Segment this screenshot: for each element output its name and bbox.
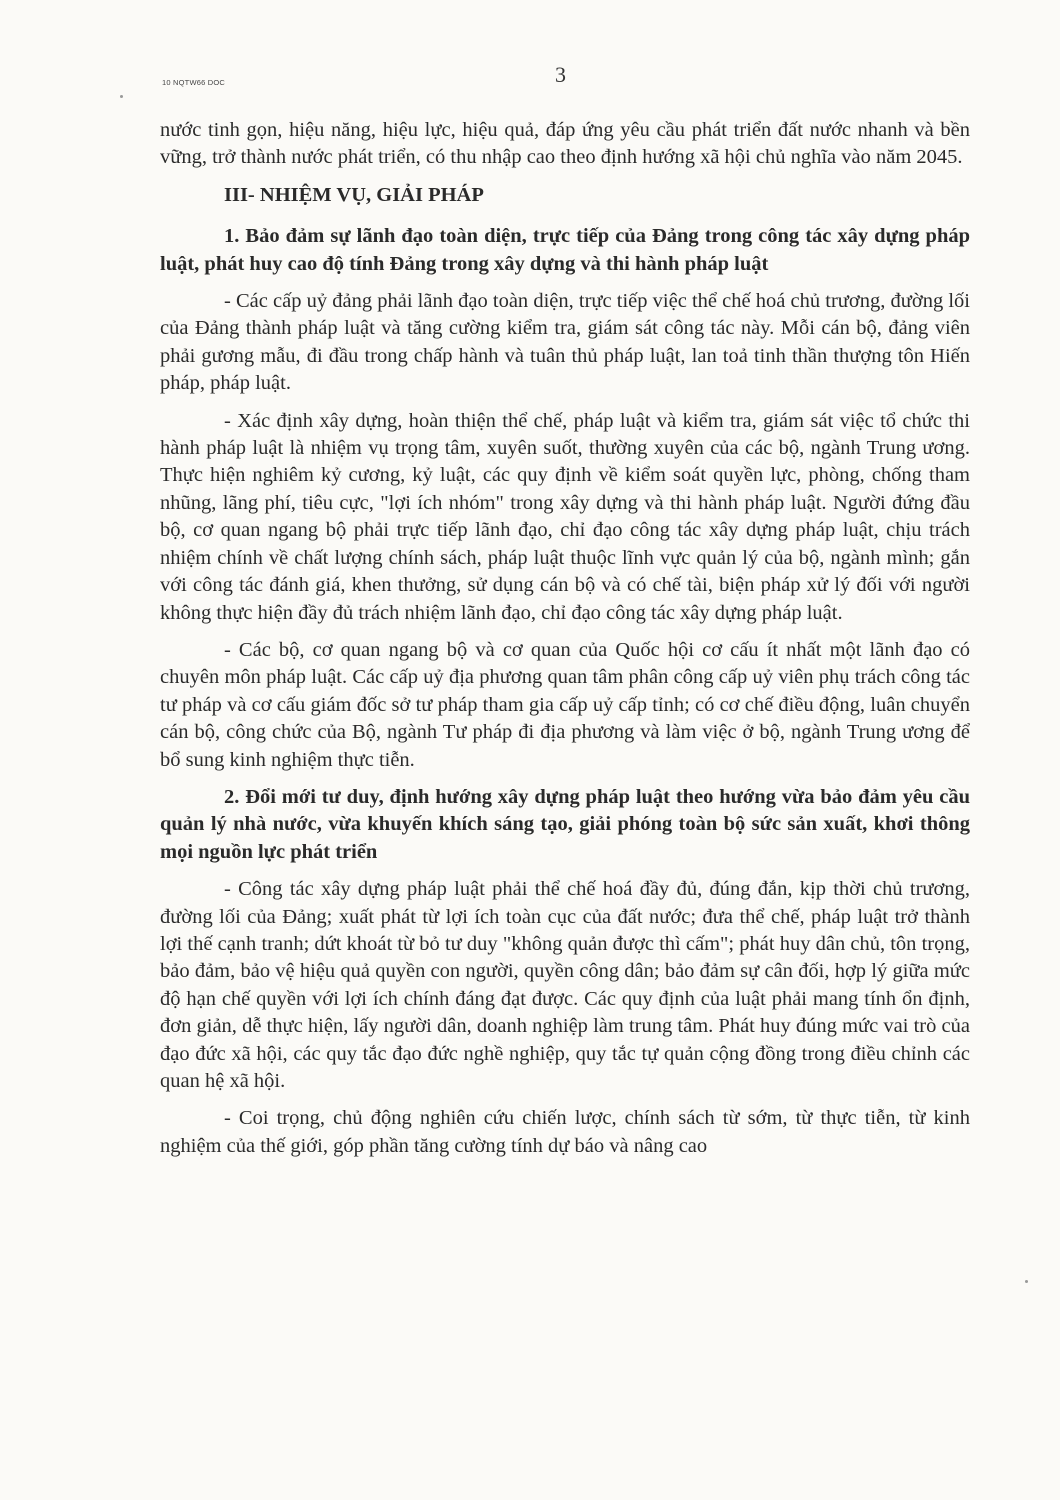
scan-speck xyxy=(120,95,123,98)
section-heading: III- NHIỆM VỤ, GIẢI PHÁP xyxy=(224,183,484,206)
paragraph-continuation: nước tinh gọn, hiệu năng, hiệu lực, hiệu quả, đáp ứng yêu cầu phát triển đất nước nhanh và bền vững, trở thành nước phát triển, có thu nhập cao theo định hướng xã hội chủ nghĩa vào năm 2045. xyxy=(160,119,970,169)
paragraph: - Coi trọng, chủ động nghiên cứu chiến lược, chính sách từ sớm, từ thực tiễn, từ kinh nghiệm của thế giới, góp phần tăng cường tính dự báo và nâng cao xyxy=(160,1107,970,1157)
subheading-2: 2. Đổi mới tư duy, định hướng xây dựng pháp luật theo hướng vừa bảo đảm yêu cầu quản lý nhà nước, vừa khuyến khích sáng tạo, giải phóng toàn bộ sức sản xuất, khơi thông mọi nguồn lực phát triển xyxy=(160,785,970,863)
paragraph: - Công tác xây dựng pháp luật phải thể chế hoá đầy đủ, đúng đắn, kịp thời chủ trương, đường lối của Đảng; xuất phát từ lợi ích toàn cục của đất nước; đưa thể chế, pháp luật trở thành lợi thế cạnh tranh; dứt khoát từ bỏ tư duy "không quản được thì cấm"; phát huy dân chủ, tôn trọng, bảo đảm, bảo vệ hiệu quả quyền con người, quyền công dân; bảo đảm sự cân đối, hợp lý giữa mức độ hạn chế quyền với lợi ích chính đáng đạt được. Các quy định của luật phải mang tính ổn định, đơn giản, dễ thực hiện, lấy người dân, doanh nghiệp làm trung tâm. Phát huy đúng mức vai trò của đạo đức xã hội, các quy tắc đạo đức nghề nghiệp, quy tắc tự quản cộng đồng trong điều chỉnh các quan hệ xã hội. xyxy=(160,878,970,1092)
subheading-1: 1. Bảo đảm sự lãnh đạo toàn diện, trực tiếp của Đảng trong công tác xây dựng pháp luật, phát huy cao độ tính Đảng trong xây dựng và thi hành pháp luật xyxy=(160,225,970,275)
paragraph: - Xác định xây dựng, hoàn thiện thể chế, pháp luật và kiểm tra, giám sát việc tổ chức thi hành pháp luật là nhiệm vụ trọng tâm, xuyên suốt, thường xuyên của các bộ, ngành Trung ương. Thực hiện nghiêm kỷ cương, kỷ luật, các quy định về kiểm soát quyền lực, phòng, chống tham nhũng, lãng phí, tiêu cực, "lợi ích nhóm" trong xây dựng và thi hành pháp luật. Người đứng đầu bộ, cơ quan ngang bộ phải trực tiếp lãnh đạo, chỉ đạo công tác xây dựng pháp luật, chịu trách nhiệm chính về chất lượng chính sách, pháp luật thuộc lĩnh vực quản lý của bộ, ngành mình; gắn với công tác đánh giá, khen thưởng, sử dụng cán bộ và có chế tài, biện pháp xử lý đối với người không thực hiện đầy đủ trách nhiệm lãnh đạo, chỉ đạo công tác xây dựng pháp luật. xyxy=(160,409,970,624)
doc-code: 10 NQTW66 DOC xyxy=(162,78,226,87)
page-number: 3 xyxy=(555,62,566,87)
scan-speck xyxy=(1025,1280,1028,1283)
paragraph: - Các cấp uỷ đảng phải lãnh đạo toàn diện, trực tiếp việc thể chế hoá chủ trương, đường lối của Đảng thành pháp luật và tăng cường kiểm tra, giám sát công tác này. Mỗi cán bộ, đảng viên phải gương mẫu, đi đầu trong chấp hành và tuân thủ pháp luật, lan toả tinh thần thượng tôn Hiến pháp, pháp luật. xyxy=(160,290,970,395)
paragraph: - Các bộ, cơ quan ngang bộ và cơ quan của Quốc hội cơ cấu ít nhất một lãnh đạo có chuyên môn pháp luật. Các cấp uỷ địa phương quan tâm phân công cấp uỷ viên phụ trách công tác tư pháp và cơ cấu giám đốc sở tư pháp tham gia cấp uỷ cấp tỉnh; có cơ chế điều động, luân chuyển cán bộ, công chức của Bộ, ngành Tư pháp đi địa phương và làm việc ở bộ, ngành Trung ương để bổ sung kinh nghiệm thực tiễn. xyxy=(160,638,970,771)
document-body xyxy=(160,117,970,1170)
